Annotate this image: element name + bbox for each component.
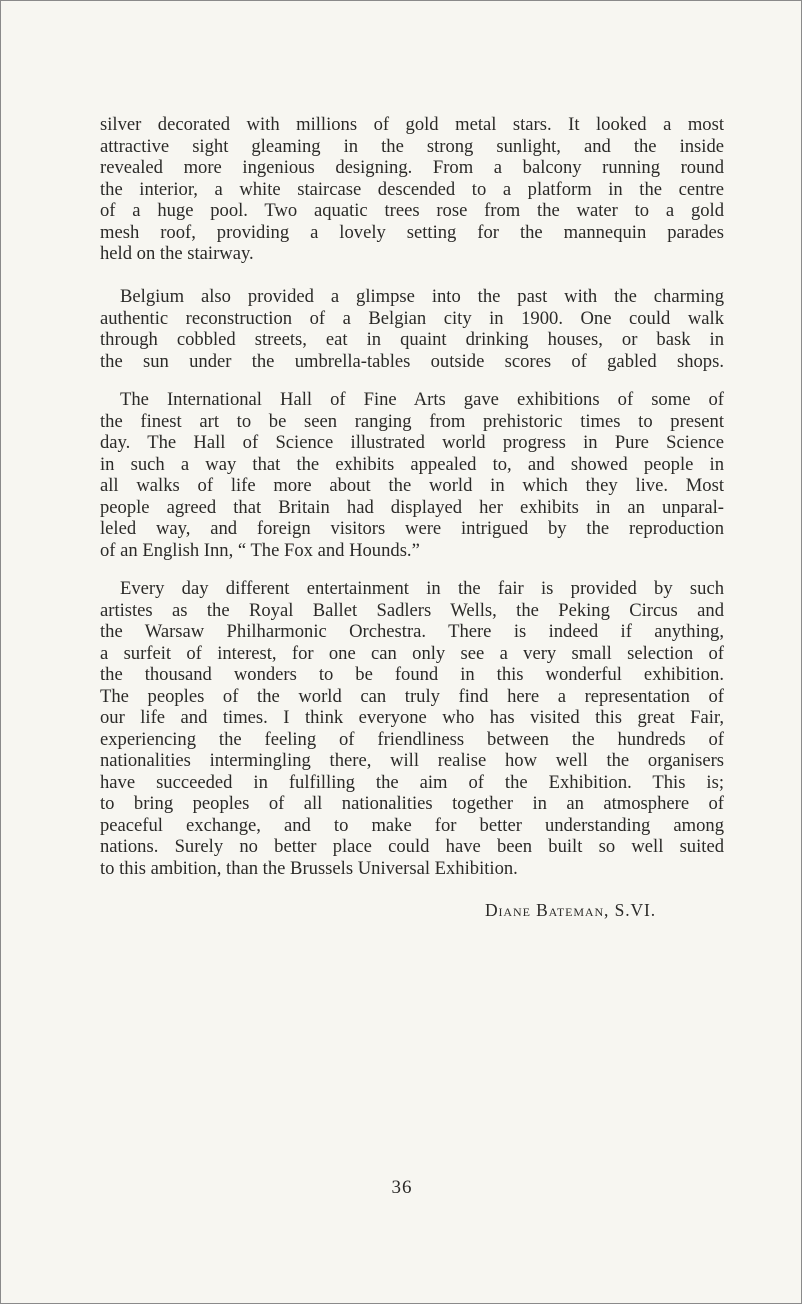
text-line: our life and times. I think everyone who has visited this great Fair, <box>100 707 724 728</box>
text-line: in such a way that the exhibits appealed to, and showed people in <box>100 453 724 475</box>
text-line: a surfeit of interest, for one can only see a very small selection of <box>100 642 724 664</box>
text-line: authentic reconstruction of a Belgian city in 1900. One could walk <box>100 307 724 329</box>
text-line: of an English Inn, “ The Fox and Hounds.” <box>100 539 420 561</box>
text-line: day. The Hall of Science illustrated world progress in Pure Science <box>100 432 724 453</box>
text-line: the sun under the umbrella-tables outside scores of gabled shops. <box>100 350 724 372</box>
text-line: nations. Surely no better place could have been built so well suited <box>100 836 724 857</box>
paragraph-entertainment <box>100 578 724 879</box>
text-line: to bring peoples of all nationalities together in an atmosphere of <box>100 793 724 814</box>
paragraph-belgium <box>100 286 724 372</box>
text-line: all walks of life more about the world in which they live. Most <box>100 475 724 496</box>
text-line: the Warsaw Philharmonic Orchestra. There is indeed if anything, <box>100 621 724 642</box>
text-line: The International Hall of Fine Arts gave exhibitions of some of <box>120 389 724 410</box>
text-line: Every day different entertainment in the fair is provided by such <box>120 578 724 599</box>
page-number: 36 <box>391 1177 413 1198</box>
text-line: the interior, a white staircase descended to a platform in the centre <box>100 178 724 200</box>
paragraph-silver-pavilion <box>100 114 724 265</box>
text-line: held on the stairway. <box>100 243 254 264</box>
text-line: silver decorated with millions of gold metal stars. It looked a most <box>100 114 724 135</box>
text-line: of a huge pool. Two aquatic trees rose from the water to a gold <box>100 200 724 221</box>
text-line: people agreed that Britain had displayed her exhibits in an unparal- <box>100 496 724 518</box>
text-line: to this ambition, than the Brussels Universal Exhibition. <box>100 857 518 879</box>
text-line: attractive sight gleaming in the strong sunlight, and the inside <box>100 135 724 157</box>
text-line: experiencing the feeling of friendliness between the hundreds of <box>100 728 724 750</box>
text-line: mesh roof, providing a lovely setting for the mannequin parades <box>100 221 724 243</box>
text-line: The peoples of the world can truly find here a representation of <box>100 685 724 707</box>
text-line: through cobbled streets, eat in quaint drinking houses, or bask in <box>100 329 724 350</box>
text-line: Belgium also provided a glimpse into the past with the charming <box>120 286 724 307</box>
text-line: the finest art to be seen ranging from prehistoric times to present <box>100 410 724 432</box>
text-line: revealed more ingenious designing. From a balcony running round <box>100 157 724 178</box>
text-line: peaceful exchange, and to make for better understanding among <box>100 814 724 836</box>
text-line: leled way, and foreign visitors were intrigued by the reproduction <box>100 518 724 539</box>
text-line: nationalities intermingling there, will realise how well the organisers <box>100 750 724 771</box>
paragraph-international-hall <box>100 389 724 561</box>
author-signature: Diane Bateman, S.VI. <box>485 900 657 920</box>
text-line: artistes as the Royal Ballet Sadlers Wells, the Peking Circus and <box>100 599 724 621</box>
text-line: have succeeded in fulfilling the aim of the Exhibition. This is; <box>100 771 724 793</box>
text-line: the thousand wonders to be found in this wonderful exhibition. <box>100 664 724 685</box>
